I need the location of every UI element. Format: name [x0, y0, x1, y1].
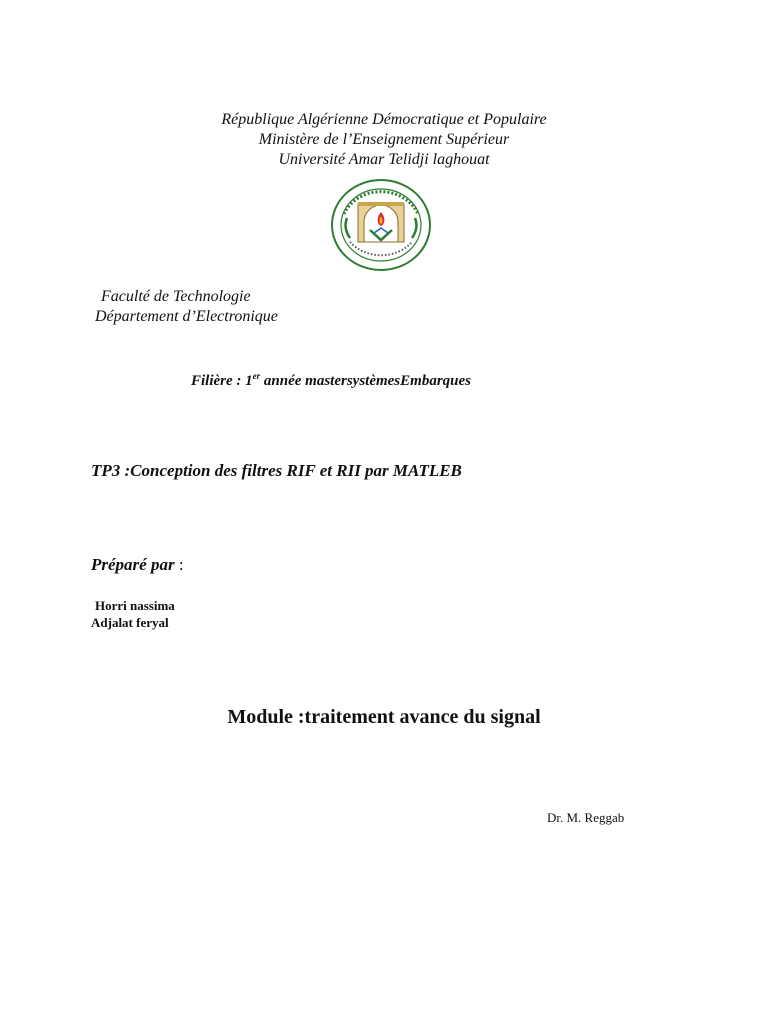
university-seal-icon	[330, 178, 432, 272]
university-line: Université Amar Telidji laghouat	[278, 151, 490, 168]
prepared-by-label	[91, 554, 184, 576]
prepared-by-text: Préparé par	[91, 555, 175, 574]
lab-title: TP3 :Conception des filtres RIF et RII par MATLEB	[91, 461, 462, 480]
university-logo	[330, 178, 432, 272]
ministry-line: Ministère de l’Enseignement Supérieur	[258, 131, 510, 148]
institution-header	[0, 110, 768, 170]
supervisor-name: Dr. M. Reggab	[547, 810, 625, 825]
program-suffix: année mastersystèmesEmbarques	[260, 373, 471, 389]
program-superscript: er	[252, 371, 261, 381]
program-prefix: Filière : 1	[191, 373, 253, 389]
student-name: Adjalat feryal	[91, 615, 169, 630]
republic-line: République Algérienne Démocratique et Populaire	[221, 111, 547, 128]
program-line	[191, 366, 471, 391]
department-name: Département d’Electronique	[95, 308, 278, 325]
prepared-by-colon: :	[174, 555, 184, 574]
faculty-name: Faculté de Technologie	[101, 288, 251, 305]
student-name: Horri nassima	[95, 598, 175, 613]
module-title: Module :traitement avance du signal	[227, 706, 541, 728]
